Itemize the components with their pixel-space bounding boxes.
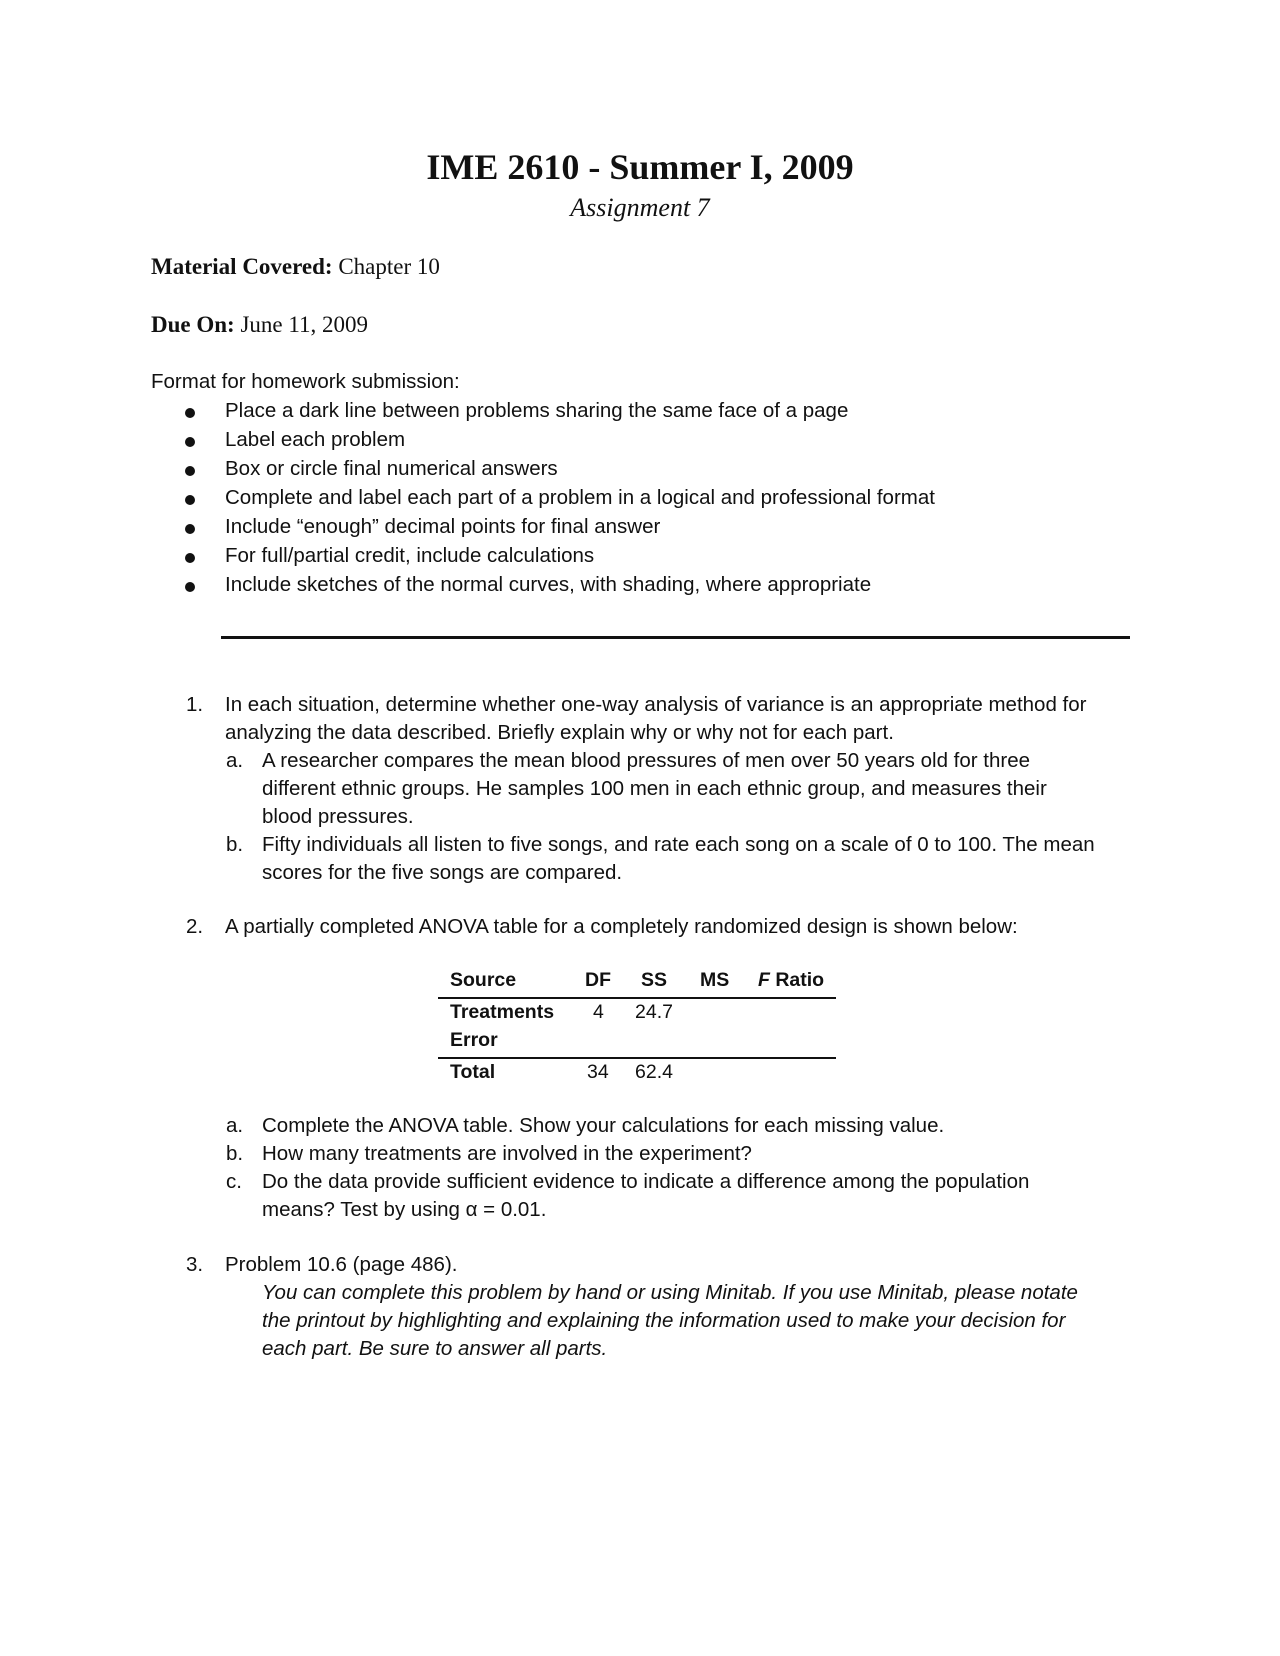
problem-2b-text: How many treatments are involved in the experiment? <box>262 1142 752 1165</box>
table-header-ss: SS <box>641 969 668 991</box>
problem-1b-text: scores for the five songs are compared. <box>262 861 623 884</box>
table-cell-source: Treatments <box>450 1001 555 1023</box>
problem-2c-text: Do the data provide sufficient evidence to indicate a difference among the population <box>262 1170 1030 1193</box>
problem-3-note: You can complete this problem by hand or using Minitab. If you use Minitab, please notate <box>262 1281 1078 1304</box>
bullet-icon <box>185 495 195 505</box>
due-date <box>151 312 368 338</box>
problem-1a-letter: a. <box>226 749 244 772</box>
problem-1a-text: different ethnic groups. He samples 100 men in each ethnic group, and measures their <box>262 777 1047 800</box>
section-divider <box>221 636 1130 639</box>
format-item: Include sketches of the normal curves, with shading, where appropriate <box>225 573 872 596</box>
problem-1-number: 1. <box>186 693 204 716</box>
problem-2a-letter: a. <box>226 1114 244 1137</box>
problem-1a-text: blood pressures. <box>262 805 414 828</box>
format-heading: Format for homework submission: <box>151 370 460 393</box>
problem-1b-text: Fifty individuals all listen to five songs, and rate each song on a scale of 0 to 100. The mean <box>262 833 1095 856</box>
problem-2a-text: Complete the ANOVA table. Show your calculations for each missing value. <box>262 1114 945 1137</box>
table-total-rule <box>438 1057 836 1059</box>
table-cell-ss: 62.4 <box>635 1061 673 1083</box>
problem-3-note: each part. Be sure to answer all parts. <box>262 1337 608 1360</box>
problem-3-number: 3. <box>186 1253 204 1276</box>
material-value: Chapter 10 <box>338 254 440 279</box>
anova-table <box>438 965 836 1089</box>
table-header-f-ratio <box>758 969 824 992</box>
bullet-icon <box>185 553 195 563</box>
ratio-word: Ratio <box>769 969 825 991</box>
table-cell-source: Error <box>450 1029 498 1051</box>
table-header-rule <box>438 997 836 999</box>
format-item: For full/partial credit, include calculations <box>225 544 595 567</box>
document-subtitle: Assignment 7 <box>570 193 710 222</box>
table-header-df: DF <box>585 969 611 991</box>
table-header-ms: MS <box>700 969 730 991</box>
due-value: June 11, 2009 <box>240 312 369 337</box>
problem-3-note: the printout by highlighting and explaining the information used to make your decision for <box>262 1309 1066 1332</box>
format-item: Complete and label each part of a problem in a logical and professional format <box>225 486 935 509</box>
table-cell-df: 34 <box>587 1061 609 1083</box>
material-covered <box>151 254 440 280</box>
problem-1a-text: A researcher compares the mean blood pressures of men over 50 years old for three <box>262 749 1031 772</box>
problem-1b-letter: b. <box>226 833 244 856</box>
problem-2-text: A partially completed ANOVA table for a completely randomized design is shown below: <box>225 915 1018 938</box>
problem-1-text: analyzing the data described. Briefly explain why or why not for each part. <box>225 721 894 744</box>
table-header-source: Source <box>450 969 517 991</box>
bullet-icon <box>185 408 195 418</box>
problem-3-text: Problem 10.6 (page 486). <box>225 1253 458 1276</box>
format-item: Include “enough” decimal points for final answer <box>225 515 661 538</box>
problem-2c-text: means? Test by using α = 0.01. <box>262 1198 547 1221</box>
bullet-icon <box>185 437 195 447</box>
problem-2b-letter: b. <box>226 1142 244 1165</box>
format-item: Label each problem <box>225 428 406 451</box>
format-item: Place a dark line between problems sharing the same face of a page <box>225 399 849 422</box>
problem-2c-letter: c. <box>226 1170 242 1193</box>
f-letter: F <box>758 969 770 991</box>
document-title: IME 2610 - Summer I, 2009 <box>426 147 854 187</box>
table-cell-ss: 24.7 <box>635 1001 673 1023</box>
due-label: Due On: <box>151 312 235 337</box>
material-label: Material Covered: <box>151 254 333 279</box>
bullet-icon <box>185 582 195 592</box>
table-cell-source: Total <box>450 1061 496 1083</box>
table-cell-df: 4 <box>593 1001 604 1023</box>
bullet-icon <box>185 524 195 534</box>
problem-1-text: In each situation, determine whether one-way analysis of variance is an appropriate method for <box>225 693 1087 716</box>
problem-2-number: 2. <box>186 915 204 938</box>
format-item: Box or circle final numerical answers <box>225 457 558 480</box>
bullet-icon <box>185 466 195 476</box>
